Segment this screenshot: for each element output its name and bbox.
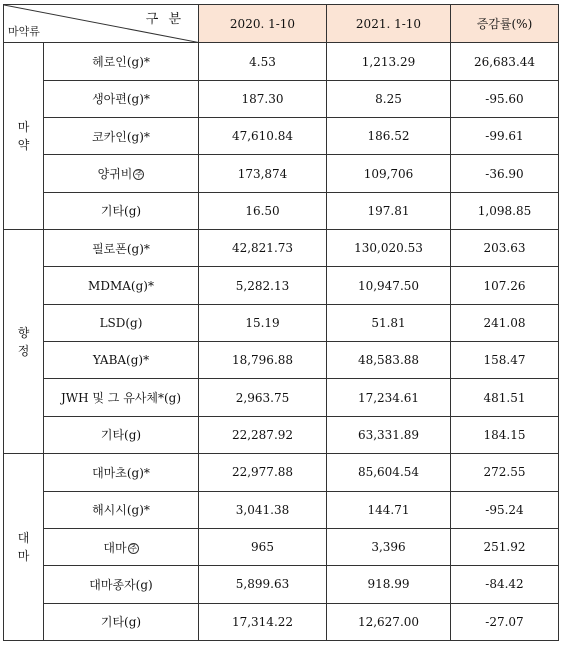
value-2021: 1,213.29 — [327, 43, 451, 80]
drug-name: LSD(g) — [99, 315, 143, 330]
drug-seizure-table — [3, 4, 559, 641]
table-row — [4, 379, 559, 416]
drug-name: JWH 및 그 유사체*(g) — [60, 391, 182, 406]
header-row — [4, 5, 559, 43]
table-row — [4, 43, 559, 80]
table-row — [4, 566, 559, 603]
drug-name: 해시시(g)* — [92, 503, 150, 518]
value-2021: 12,627.00 — [327, 603, 451, 640]
category-cell — [4, 454, 44, 641]
drug-name-cell — [44, 230, 199, 267]
header-2020: 2020. 1-10 — [199, 5, 327, 43]
value-2020: 18,796.88 — [199, 342, 327, 379]
header-change-rate: 증감률(%) — [451, 5, 559, 43]
value-2021: 8.25 — [327, 80, 451, 117]
value-2020: 965 — [199, 528, 327, 565]
table-row — [4, 230, 559, 267]
value-2021: 17,234.61 — [327, 379, 451, 416]
value-2020: 173,874 — [199, 155, 327, 192]
drug-name: YABA(g)* — [92, 353, 150, 368]
table-row — [4, 454, 559, 491]
table-row — [4, 80, 559, 117]
drug-name-cell — [44, 528, 199, 565]
table-row — [4, 603, 559, 640]
change-rate: -95.60 — [451, 80, 559, 117]
drug-name-cell — [44, 379, 199, 416]
value-2021: 109,706 — [327, 155, 451, 192]
category-cell — [4, 43, 44, 230]
drug-name-cell — [44, 192, 199, 229]
value-2021: 197.81 — [327, 192, 451, 229]
header-2021: 2021. 1-10 — [327, 5, 451, 43]
value-2021: 3,396 — [327, 528, 451, 565]
drug-name-cell — [44, 80, 199, 117]
value-2021: 63,331.89 — [327, 416, 451, 453]
table-row — [4, 416, 559, 453]
drug-name-cell — [44, 454, 199, 491]
table-row — [4, 267, 559, 304]
value-2020: 42,821.73 — [199, 230, 327, 267]
drug-name: 기타(g) — [100, 428, 142, 443]
value-2020: 47,610.84 — [199, 118, 327, 155]
drug-name: 헤로인(g)* — [92, 55, 150, 70]
table-row — [4, 528, 559, 565]
drug-name: 생아편(g)* — [92, 92, 150, 107]
value-2021: 186.52 — [327, 118, 451, 155]
change-rate: -95.24 — [451, 491, 559, 528]
change-rate: 158.47 — [451, 342, 559, 379]
value-2020: 22,287.92 — [199, 416, 327, 453]
value-2020: 3,041.38 — [199, 491, 327, 528]
change-rate: 107.26 — [451, 267, 559, 304]
change-rate: 1,098.85 — [451, 192, 559, 229]
table-body — [4, 43, 559, 641]
value-2020: 5,282.13 — [199, 267, 327, 304]
value-2020: 2,963.75 — [199, 379, 327, 416]
value-2020: 15.19 — [199, 304, 327, 341]
change-rate: 241.08 — [451, 304, 559, 341]
drug-name: 대마 — [103, 540, 127, 555]
category-label: 향정 — [17, 325, 30, 358]
value-2021: 144.71 — [327, 491, 451, 528]
table-row — [4, 192, 559, 229]
drug-name-cell — [44, 342, 199, 379]
value-2021: 85,604.54 — [327, 454, 451, 491]
value-2020: 187.30 — [199, 80, 327, 117]
drug-name: 대마종자(g) — [89, 577, 153, 592]
drug-name: MDMA(g)* — [88, 278, 154, 293]
drug-name-cell — [44, 155, 199, 192]
value-2020: 16.50 — [199, 192, 327, 229]
change-rate: 26,683.44 — [451, 43, 559, 80]
value-2020: 5,899.63 — [199, 566, 327, 603]
change-rate: 203.63 — [451, 230, 559, 267]
category-cell — [4, 230, 44, 454]
table-row — [4, 118, 559, 155]
change-rate: 272.55 — [451, 454, 559, 491]
value-2020: 17,314.22 — [199, 603, 327, 640]
value-2021: 10,947.50 — [327, 267, 451, 304]
change-rate: 184.15 — [451, 416, 559, 453]
value-2021: 48,583.88 — [327, 342, 451, 379]
drug-name: 기타(g) — [100, 615, 142, 630]
value-2021: 51.81 — [327, 304, 451, 341]
change-rate: 481.51 — [451, 379, 559, 416]
drug-name-cell — [44, 603, 199, 640]
drug-name-cell — [44, 43, 199, 80]
header-diagonal-cell — [4, 5, 199, 43]
change-rate: -36.90 — [451, 155, 559, 192]
table-row — [4, 304, 559, 341]
drug-name-cell — [44, 267, 199, 304]
table-row — [4, 342, 559, 379]
table-row — [4, 491, 559, 528]
drug-name-cell — [44, 491, 199, 528]
drug-name-cell — [44, 416, 199, 453]
drug-name: 대마초(g)* — [92, 465, 150, 480]
value-2020: 4.53 — [199, 43, 327, 80]
value-2021: 918.99 — [327, 566, 451, 603]
table-row — [4, 155, 559, 192]
drug-name: 기타(g) — [100, 204, 142, 219]
drug-name-cell — [44, 304, 199, 341]
header-drug-type-label: 마약류 — [8, 25, 40, 39]
unit-mark: 주 — [129, 543, 137, 553]
drug-name: 양귀비 — [97, 167, 133, 182]
drug-name-cell — [44, 118, 199, 155]
category-label: 마약 — [17, 120, 30, 153]
unit-mark: 주 — [135, 170, 143, 180]
drug-name: 필로폰(g)* — [92, 241, 150, 256]
drug-name-cell — [44, 566, 199, 603]
change-rate: -27.07 — [451, 603, 559, 640]
change-rate: -99.61 — [451, 118, 559, 155]
drug-name: 코카인(g)* — [92, 129, 150, 144]
value-2020: 22,977.88 — [199, 454, 327, 491]
category-label: 대마 — [17, 531, 30, 564]
value-2021: 130,020.53 — [327, 230, 451, 267]
change-rate: -84.42 — [451, 566, 559, 603]
header-category-label: 구 분 — [145, 12, 184, 27]
change-rate: 251.92 — [451, 528, 559, 565]
